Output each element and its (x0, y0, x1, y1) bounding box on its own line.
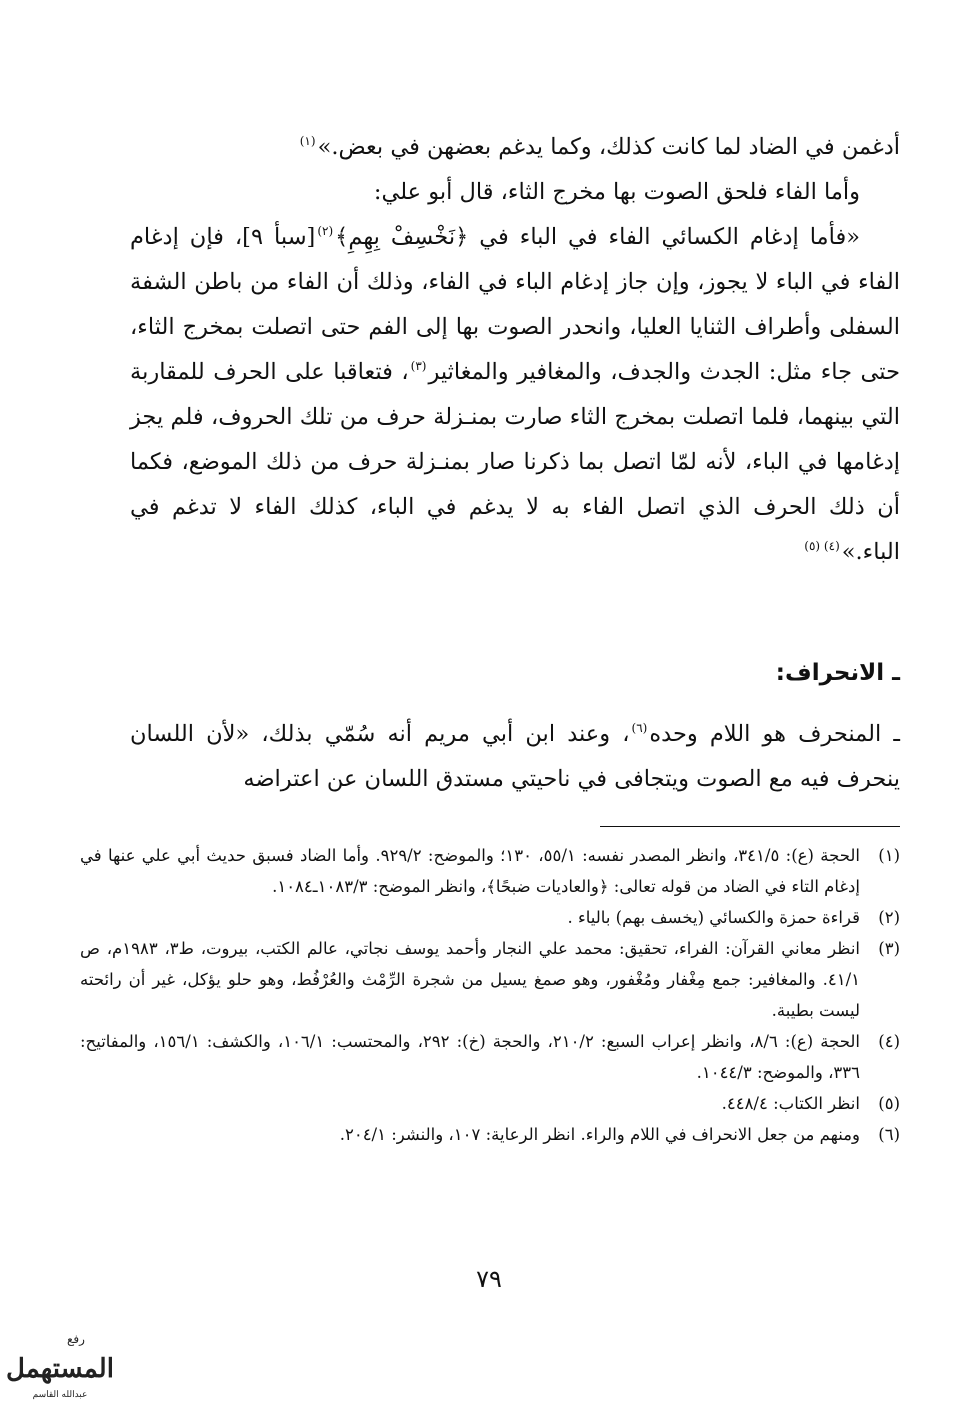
footnotes (80, 840, 900, 1150)
paragraph-3-text-c: ، فتعاقبا على الحرف للمقاربة التي بينهما، فلما اتصلت بمخرج الثاء صارت بمنـزلة حرف من تلك الحروف، فلم يجز إدغامها في الباء، لأنه لمّا اتصل بما ذكرنا صار بمنـزلة حرف من ذلك الموضع، فكما أن ذلك الحرف الذي اتصل الفاء به لا يدغم في الباء، كذلك الفاء لا تدغم في الباء.» (130, 359, 900, 565)
section-heading: ـ الانحراف: (775, 660, 900, 686)
main-text-block (130, 125, 900, 575)
footnote-ref-1: (١) (299, 134, 316, 148)
footnote-item (80, 840, 900, 902)
footnote-item (80, 933, 900, 1026)
footnote-text: قراءة حمزة والكسائي (يخسف بهم) بالياء . (567, 908, 860, 927)
footnote-item (80, 1119, 900, 1150)
paragraph-3-text-b: [سبأ ٩]، فإن إدغام الفاء في الباء لا يجوز، وإن جاز إدغام الباء في الفاء، وذلك أن الفاء من باطن الشفة السفلى وأطراف الثنايا العليا، وانحدر الصوت بها إلى الفم حتى اتصلت بمخرج الثاء، حتى جاء مثل: الجدث والجدف، والمغافير والمغاثير (130, 224, 901, 385)
footnote-ref-2: (٢) (317, 224, 334, 238)
footnote-number: (٤) (878, 1032, 900, 1051)
paragraph-4-text-a: ـ المنحرف هو اللام وحده (649, 721, 900, 747)
paragraph-4-text-b: ، وعند ابن أبي مريم أنه سُمّي بذلك، «لأن اللسان ينحرف فيه مع الصوت ويتجافى في ناحيتي مستدق اللسان عن اعتراضه (130, 721, 900, 792)
footnote-item (80, 902, 900, 933)
footnote-item (80, 1026, 900, 1088)
paragraph-3 (130, 215, 900, 575)
paragraph-2 (130, 170, 900, 215)
paragraph-4 (130, 712, 900, 802)
footnote-ref-6: (٦) (631, 721, 648, 735)
footnote-text: ومنهم من جعل الانحراف في اللام والراء. انظر الرعاية: ١٠٧، والنشر: ٢٠٤/١. (339, 1125, 860, 1144)
paragraph-3-text-a: «فأما إدغام الكسائي الفاء في الباء في ﴿نَخْسِفْ بِهِمِ﴾ (335, 224, 860, 250)
section-text-block (130, 712, 900, 802)
footnote-number: (١) (878, 846, 900, 865)
footnote-item (80, 1088, 900, 1119)
footnote-number: (٢) (878, 908, 900, 927)
footnote-separator (600, 826, 900, 827)
paragraph-2-text: وأما الفاء فلحق الصوت بها مخرج الثاء، قال أبو علي: (373, 179, 860, 205)
footnote-number: (٣) (878, 939, 900, 958)
footnote-text: الحجة (ع): ٣٤١/٥، وانظر المصدر نفسه: ٥٥/١، ١٣٠؛ والموضح: ٩٢٩/٢. وأما الضاد فسبق حديث أبي علي عنها في إدغام التاء في الضاد من قوله تعالى: ﴿والعاديات ضبحًا﴾، وانظر الموضح: ١٠٨٣/٣ـ١٠٨٤. (80, 846, 860, 896)
footnote-number: (٥) (878, 1094, 900, 1113)
paragraph-1 (130, 125, 900, 170)
footnote-text: الحجة (ع): ٨/٦، وانظر إعراب السبع: ٢١٠/٢، والحجة (خ): ٢٩٢، والمحتسب: ١٠٦/١، والكشف: ١٥٦/١، والمفاتيح: ٣٣٦، والموضح: ١٠٤٤/٣. (80, 1032, 860, 1082)
publisher-logo (6, 1325, 114, 1405)
logo-main-text: المستهمل (6, 1354, 114, 1384)
logo-top-text: رفع (67, 1332, 85, 1346)
footnote-ref-4-5: (٤) (٥) (804, 539, 840, 553)
page-number: ٧٩ (476, 1265, 502, 1293)
footnote-text: انظر الكتاب: ٤٤٨/٤. (721, 1094, 860, 1113)
footnote-text: انظر معاني القرآن: الفراء، تحقيق: محمد علي النجار وأحمد يوسف نجاتي، عالم الكتب، بيروت، ط٣، ١٩٨٣م، ص ٤١/١. والمغافير: جمع مِغْفار ومُغْفور، وهو صمغ يسيل من شجرة الرِّمْث والعُرْفُط، وهو حلو يؤكل، غير أن رائحته ليست بطيبة. (80, 939, 860, 1020)
paragraph-1-text: أدغمن في الضاد لما كانت كذلك، وكما يدغم بعضهن في بعض.» (317, 134, 900, 160)
footnote-ref-3: (٣) (410, 359, 427, 373)
footnote-number: (٦) (878, 1125, 900, 1144)
logo-sub-text: عبدالله القاسم (32, 1390, 88, 1400)
